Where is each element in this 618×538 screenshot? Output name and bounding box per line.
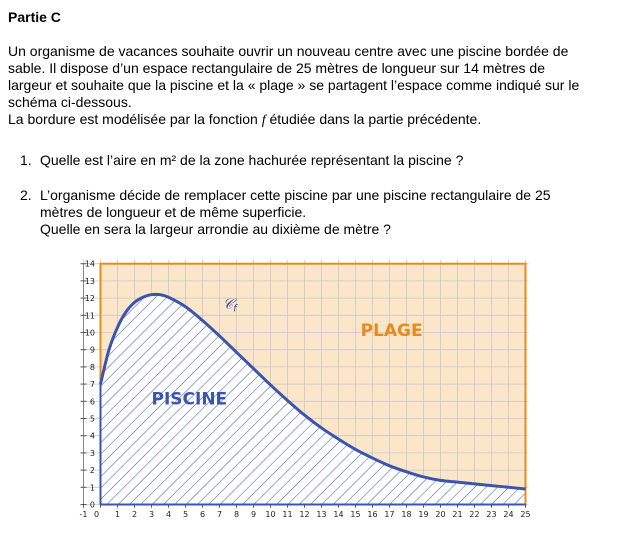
y-tick-label: 5 [89,414,95,424]
beach-label: PLAGE [360,320,423,341]
x-tick-label: 9 [250,510,257,519]
x-tick-label: 23 [486,510,497,519]
x-tick-label: 16 [367,510,378,519]
curve-label-symbol: 𝒞 [222,296,234,313]
x-tick-label: 18 [401,510,412,519]
y-tick-label: 10 [84,328,95,338]
curve-label-subscript: f [233,303,237,315]
x-tick-label: 17 [384,510,395,519]
question-line: Quelle en sera la largeur arrondie au dixième de mètre ? [40,221,391,237]
y-tick-label: 8 [89,362,95,372]
x-tick-label: 19 [418,510,429,519]
x-tick-label: 0 [93,510,100,519]
question-text: Quelle est l’aire en m² de la zone hachurée représentant la piscine ? [40,152,464,168]
x-axis-ticks [80,505,531,520]
x-tick-label: 14 [333,510,344,519]
x-tick-label: 5 [182,510,189,519]
x-tick-label: 21 [452,510,463,519]
x-tick-label: 1 [114,510,121,519]
y-axis-ticks [81,260,96,510]
x-tick-label: 24 [503,510,514,519]
x-tick-label: -1 [79,510,88,519]
y-tick-label: 0 [89,500,95,510]
x-tick-label: 10 [265,510,276,519]
intro-line: Un organisme de vacances souhaite ouvrir un nouveau centre avec une piscine bordée de [8,43,569,59]
y-tick-label: 1 [89,483,95,493]
y-tick-label: 2 [89,466,95,476]
y-tick-label: 14 [84,259,95,269]
x-tick-label: 13 [316,510,327,519]
x-tick-label: 11 [282,510,293,519]
y-tick-label: 9 [89,345,95,355]
question-number: 2. [20,187,32,203]
y-tick-label: 3 [89,448,95,458]
y-tick-label: 11 [84,311,95,321]
x-tick-label: 8 [233,510,240,519]
x-tick-label: 6 [199,510,206,519]
intro-line: sable. Il dispose d’un espace rectangulaire de 25 mètres de longueur sur 14 mètres de [8,60,545,76]
x-tick-label: 4 [165,510,172,519]
x-tick-label: 3 [148,510,155,519]
question-number: 1. [20,152,32,168]
pool-label: PISCINE [151,389,228,410]
question-line: mètres de longueur et de même superficie. [40,204,307,220]
x-tick-label: 2 [131,510,138,519]
x-tick-label: 12 [299,510,310,519]
intro-line: schéma ci-dessous. [8,94,132,110]
y-tick-label: 4 [89,431,95,441]
x-tick-label: 22 [469,510,480,519]
x-tick-label: 15 [350,510,361,519]
x-tick-label: 20 [435,510,446,519]
function-name: f [261,113,266,128]
y-tick-label: 13 [84,276,95,286]
question-line: L’organisme décide de remplacer cette piscine par une piscine rectangulaire de 25 [40,187,551,203]
intro-line: largeur et souhaite que la piscine et la « plage » se partagent l’espace comme indiqué sur le [8,77,580,93]
model-text-before: La bordure est modélisée par la fonction [8,111,262,127]
x-tick-label: 25 [520,510,531,519]
y-tick-label: 12 [84,294,95,304]
section-title: Partie C [8,9,61,25]
y-tick-label: 6 [89,397,95,407]
model-text-after: étudiée dans la partie précédente. [265,111,482,127]
y-tick-label: 7 [89,380,95,390]
x-tick-label: 7 [216,510,223,519]
